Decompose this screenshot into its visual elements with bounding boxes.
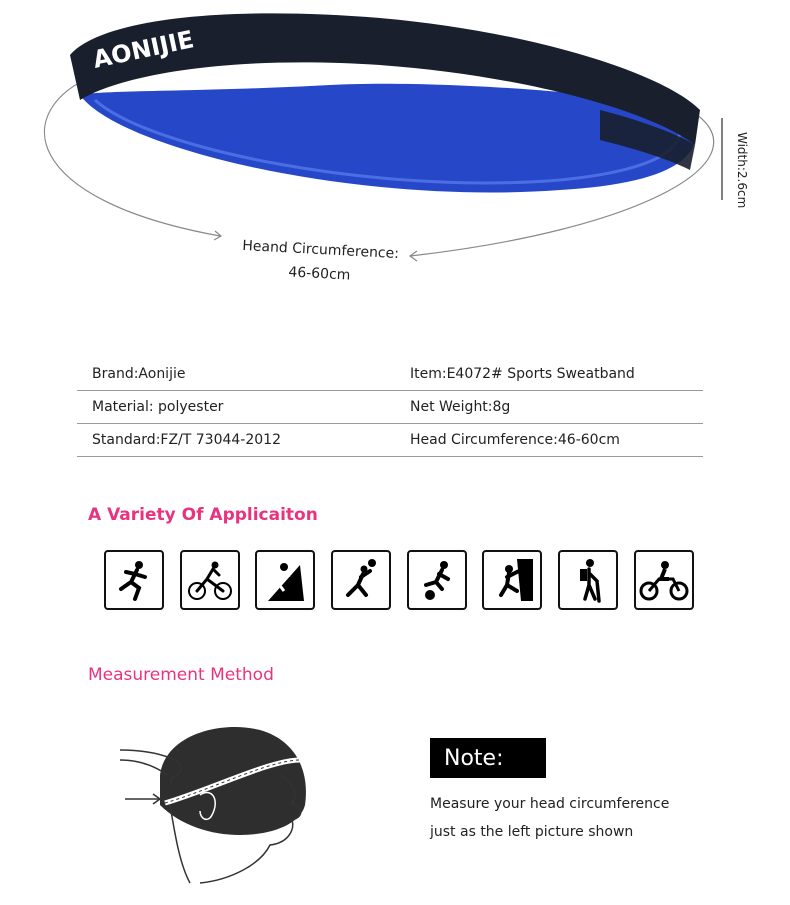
spec-brand: Brand:Aonijie [92,366,186,382]
circumference-label-line1: Heand Circumference: [241,237,400,263]
spec-table [77,358,703,457]
brand-logo: AONIJIE [90,25,197,74]
note-text [430,790,730,846]
measurement-title: Measurement Method [88,665,274,685]
spec-row [77,424,703,457]
spec-item: Item:E4072# Sports Sweatband [410,366,635,382]
circumference-label [229,233,411,290]
rock-climbing-icon [482,550,542,610]
spec-circumference: Head Circumference:46-60cm [410,432,620,448]
note-label: Note: [430,738,546,778]
cycling-icon [180,550,240,610]
soccer-icon [407,550,467,610]
circumference-label-line2: 46-60cm [287,264,351,284]
handball-icon [331,550,391,610]
spec-standard: Standard:FZ/T 73044-2012 [92,432,281,448]
running-icon [104,550,164,610]
spec-row [77,358,703,391]
note-line1: Measure your head circumference [430,796,670,812]
climbing-icon [255,550,315,610]
width-label: Width:2.6cm [735,132,749,209]
head-measure-illustration [120,715,350,885]
head-graphic [120,715,350,885]
note-line2: just as the left picture shown [430,824,634,840]
spec-row [77,391,703,424]
applications-icons [104,550,710,610]
motocross-icon [634,550,694,610]
applications-title: A Variety Of Applicaiton [88,505,318,525]
spec-material: Material: polyester [92,399,224,415]
hiking-icon [558,550,618,610]
spec-weight: Net Weight:8g [410,399,511,415]
